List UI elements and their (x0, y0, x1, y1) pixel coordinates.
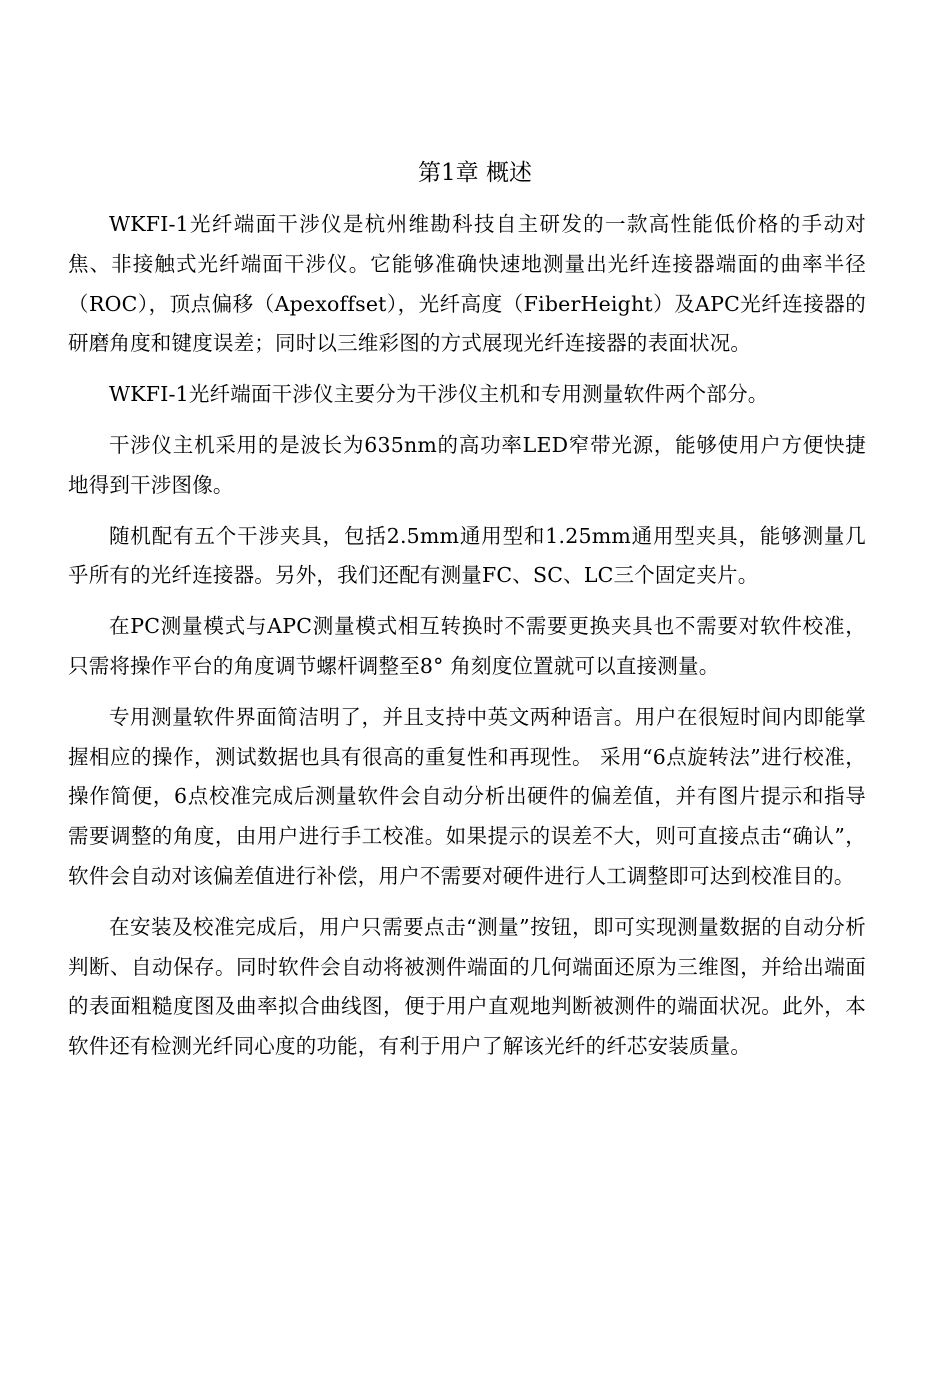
document-body (68, 205, 866, 1078)
paragraph-pc-apc-mode: 在PC测量模式与APC测量模式相互转换时不需要更换夹具也不需要对软件校准，只需将操作平台的角度调节螺杆调整至8° 角刻度位置就可以直接测量。 (68, 614, 866, 678)
paragraph-host-light-source: 干涉仪主机采用的是波长为635nm的高功率LED窄带光源，能够使用户方便快捷地得到干涉图像。 (68, 432, 866, 497)
paragraph-measurement: 在安装及校准完成后，用户只需要点击“测量”按钮，即可实现测量数据的自动分析判断、自动保存。同时软件会自动将被测件端面的几何端面还原为三维图，并给出端面的表面粗糙度图及曲率拟合曲线图，便于用户直观地判断被测件的端面状况。此外，本软件还有检测光纤同心度的功能，有利于用户了解该光纤的纤芯安装质量。 (68, 914, 866, 1059)
paragraph-fixtures: 随机配有五个干涉夹具，包括2.5mm通用型和1.25mm通用型夹具，能够测量几乎所有的光纤连接器。另外，我们还配有测量FC、SC、LC三个固定夹片。 (68, 523, 866, 588)
paragraph-intro: WKFI-1光纤端面干涉仪是杭州维勘科技自主研发的一款高性能低价格的手动对焦、非接触式光纤端面干涉仪。它能够准确快速地测量出光纤连接器端面的曲率半径（ROC），顶点偏移（Apexoffset），光纤高度（FiberHeight）及APC光纤连接器的研磨角度和键度误差；同时以三维彩图的方式展现光纤连接器的表面状况。 (68, 212, 866, 356)
paragraph-components: WKFI-1光纤端面干涉仪主要分为干涉仪主机和专用测量软件两个部分。 (109, 382, 769, 407)
paragraph-software-calibration: 专用测量软件界面简洁明了，并且支持中英文两种语言。用户在很短时间内即能掌握相应的操作，测试数据也具有很高的重复性和再现性。 采用“6点旋转法”进行校准，操作简便，6点校准完成后测量软件会自动分析出硬件的偏差值，并有图片提示和指导需要调整的角度，由用户进行手工校准。如果提示的误差不大，则可直接点击“确认”，软件会自动对该偏差值进行补偿，用户不需要对硬件进行人工调整即可达到校准目的。 (68, 704, 866, 888)
chapter-title: 第1章 概述 (418, 160, 532, 186)
